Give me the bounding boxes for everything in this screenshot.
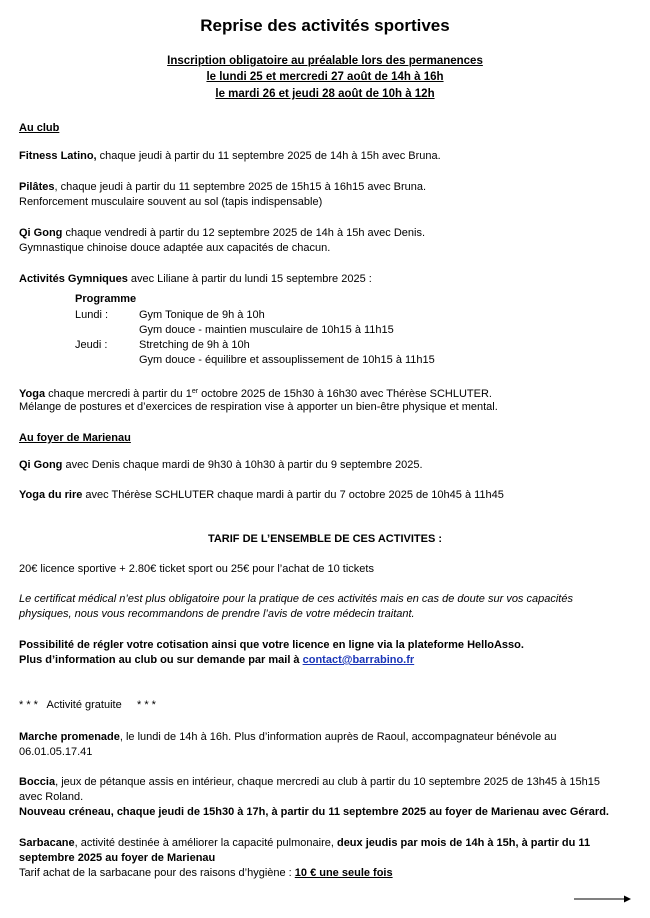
boccia-paragraph bbox=[19, 775, 600, 789]
activity-name: Qi Gong bbox=[19, 227, 63, 239]
activity-text: chaque jeudi à partir du 11 septembre 2025 de 14h à 15h avec Bruna. bbox=[96, 150, 441, 162]
programme-activity: Gym douce - équilibre et assouplissement de 10h15 à 11h15 bbox=[139, 354, 435, 366]
programme-label: Programme bbox=[75, 293, 137, 305]
info-text: Plus d’information au club ou sur demande par mail à bbox=[19, 654, 303, 666]
arrow-right-icon bbox=[574, 893, 632, 905]
programme-day: Jeudi : bbox=[75, 339, 108, 351]
activity-name: Yoga du rire bbox=[19, 489, 83, 501]
qigong-club-paragraph bbox=[19, 226, 425, 240]
boccia-nouveau-creneau: Nouveau créneau, chaque jeudi de 15h30 à 17h, à partir du 11 septembre 2025 au foyer de Marienau avec Gérard. bbox=[19, 806, 609, 818]
activity-text: avec Thérèse SCHLUTER chaque mardi à partir du 7 octobre 2025 de 10h45 à 11h45 bbox=[82, 489, 504, 501]
activity-text: , chaque jeudi à partir du 11 septembre 2025 de 15h15 à 16h15 avec Bruna. bbox=[54, 181, 427, 193]
activity-name: Fitness Latino, bbox=[19, 150, 97, 162]
gratuite-heading: * * * Activité gratuite * * * bbox=[19, 699, 156, 711]
qigong-foyer-paragraph bbox=[19, 458, 423, 472]
activity-text: chaque vendredi à partir du 12 septembre 2025 de 14h à 15h avec Denis. bbox=[62, 227, 426, 239]
certificat-line-1: Le certificat médical n’est plus obligatoire pour la pratique de ces activités mais en cas de doute sur vos capacités bbox=[19, 593, 573, 605]
activity-name: Boccia bbox=[19, 776, 56, 788]
activity-text: , le lundi de 14h à 16h. Plus d’information auprès de Raoul, accompagnateur bénévole au bbox=[119, 731, 557, 743]
tarif-heading: TARIF DE L’ENSEMBLE DE CES ACTIVITES : bbox=[207, 533, 443, 545]
qigong-club-detail: Gymnastique chinoise douce adaptée aux capacités de chacun. bbox=[19, 242, 331, 254]
activity-schedule: deux jeudis par mois de 14h à 15h, à partir du 11 bbox=[336, 837, 591, 849]
superscript: er bbox=[191, 388, 199, 395]
activity-text: , activité destinée à améliorer la capacité pulmonaire, bbox=[74, 837, 337, 849]
inscription-line-3: le mardi 26 et jeudi 28 août de 10h à 12h bbox=[215, 88, 435, 100]
programme-activity: Gym Tonique de 9h à 10h bbox=[139, 309, 265, 321]
certificat-line-2: physiques, nous vous recommandons de prendre l’avis de votre médecin traitant. bbox=[19, 608, 415, 620]
pilates-detail: Renforcement musculaire souvent au sol (tapis indispensable) bbox=[19, 196, 323, 208]
activity-name: Qi Gong bbox=[19, 459, 63, 471]
activity-text: octobre 2025 de 15h30 à 16h30 avec Thérèse SCHLUTER. bbox=[198, 388, 492, 400]
inscription-line-1: Inscription obligatoire au préalable lors des permanences bbox=[167, 55, 483, 67]
activity-name: Yoga bbox=[19, 388, 46, 400]
gym-paragraph bbox=[19, 272, 372, 286]
marche-phone: 06.01.05.17.41 bbox=[19, 746, 93, 758]
fitness-latino-paragraph bbox=[19, 149, 441, 163]
activity-text: chaque mercredi à partir du 1 bbox=[45, 388, 192, 400]
programme-day: Lundi : bbox=[75, 309, 109, 321]
activity-name: Pilâtes bbox=[19, 181, 55, 193]
sarbacane-line-2: septembre 2025 au foyer de Marienau bbox=[19, 852, 216, 864]
section-heading-foyer: Au foyer de Marienau bbox=[19, 432, 131, 444]
price-value: 10 € une seule fois bbox=[294, 867, 393, 879]
activity-name: Sarbacane bbox=[19, 837, 75, 849]
activity-name: Activités Gymniques bbox=[19, 273, 128, 285]
section-heading-club: Au club bbox=[19, 122, 60, 134]
inscription-line-2: le lundi 25 et mercredi 27 août de 14h à 16h bbox=[206, 71, 444, 83]
marche-paragraph bbox=[19, 730, 557, 744]
yoga-detail: Mélange de postures et d’exercices de respiration vise à apporter un bien-être physique et mental. bbox=[19, 401, 498, 413]
sarbacane-price-line bbox=[19, 866, 393, 880]
helloasso-paragraph: Possibilité de régler votre cotisation ainsi que votre licence en ligne via la plateforme HelloAsso. bbox=[19, 639, 524, 651]
yoga-rire-paragraph bbox=[19, 488, 504, 502]
boccia-line-2: avec Roland. bbox=[19, 791, 84, 803]
activity-text: avec Denis chaque mardi de 9h30 à 10h30 à partir du 9 septembre 2025. bbox=[62, 459, 423, 471]
email-link[interactable]: contact@barrabino.fr bbox=[302, 654, 415, 666]
sarbacane-paragraph bbox=[19, 836, 590, 850]
info-paragraph bbox=[19, 653, 414, 667]
programme-activity: Stretching de 9h à 10h bbox=[139, 339, 250, 351]
tarif-price: 20€ licence sportive + 2.80€ ticket sport ou 25€ pour l’achat de 10 tickets bbox=[19, 563, 374, 575]
yoga-paragraph bbox=[19, 385, 492, 401]
activity-name: Marche promenade bbox=[19, 731, 120, 743]
activity-text: , jeux de pétanque assis en intérieur, chaque mercredi au club à partir du 10 septembre 2025 de 13h45 à 15h15 bbox=[55, 776, 600, 788]
price-label: Tarif achat de la sarbacane pour des raisons d’hygiène : bbox=[19, 867, 295, 879]
activity-text: avec Liliane à partir du lundi 15 septembre 2025 : bbox=[127, 273, 372, 285]
programme-activity: Gym douce - maintien musculaire de 10h15 à 11h15 bbox=[139, 324, 394, 336]
page-title: Reprise des activités sportives bbox=[200, 16, 450, 35]
pilates-paragraph bbox=[19, 180, 426, 194]
